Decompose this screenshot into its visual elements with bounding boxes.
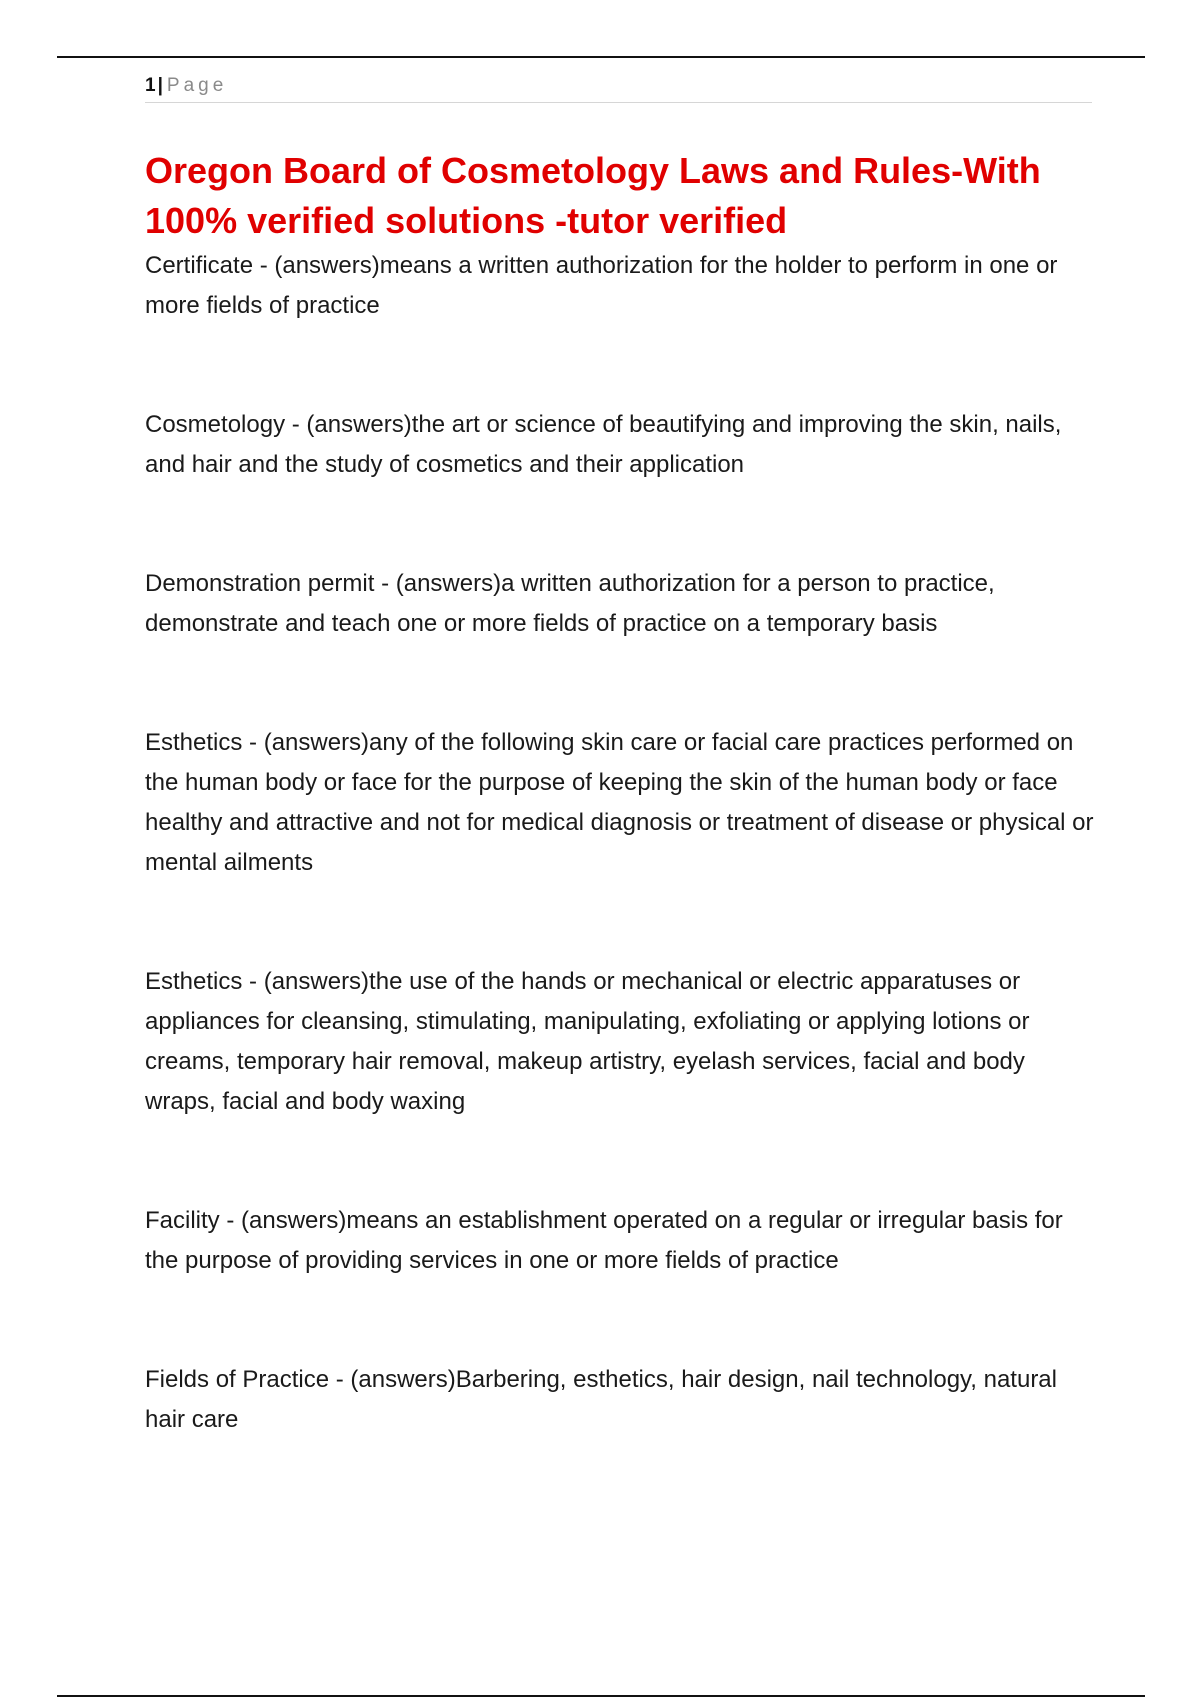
entry-certificate: Certificate - (answers)means a written authorization for the holder to perform in one or more fields of practice — [145, 252, 1058, 319]
entry-cosmetology: Cosmetology - (answers)the art or science of beautifying and improving the skin, nails, and hair and the study of cosmetics and their application — [145, 411, 1062, 478]
page-number: 1 — [145, 75, 156, 96]
entry-facility: Facility - (answers)means an establishment operated on a regular or irregular basis for the purpose of providing services in one or more fields of practice — [145, 1207, 1063, 1274]
bottom-rule — [57, 1695, 1145, 1697]
document-body — [145, 146, 1095, 1440]
page-separator: | — [157, 75, 163, 96]
entry-esthetics-1: Esthetics - (answers)any of the following skin care or facial care practices performed on the human body or face for the purpose of keeping the skin of the human body or face healthy and attractive and not for medical diagnosis or treatment of disease or physical or mental ailments — [145, 729, 1094, 876]
top-rule — [57, 56, 1145, 58]
page-header — [145, 74, 1092, 103]
entry-demonstration-permit: Demonstration permit - (answers)a written authorization for a person to practice, demonstrate and teach one or more fields of practice on a temporary basis — [145, 570, 995, 637]
page-label: Page — [166, 75, 228, 96]
entry-esthetics-2: Esthetics - (answers)the use of the hands or mechanical or electric apparatuses or appliances for cleansing, stimulating, manipulating, exfoliating or applying lotions or creams, temporary hair removal, makeup artistry, eyelash services, facial and body wraps, facial and body waxing — [145, 968, 1030, 1115]
document-title: Oregon Board of Cosmetology Laws and Rules-With 100% verified solutions -tutor verified — [145, 150, 1041, 241]
entry-fields-of-practice: Fields of Practice - (answers)Barbering, esthetics, hair design, nail technology, natural hair care — [145, 1366, 1057, 1433]
